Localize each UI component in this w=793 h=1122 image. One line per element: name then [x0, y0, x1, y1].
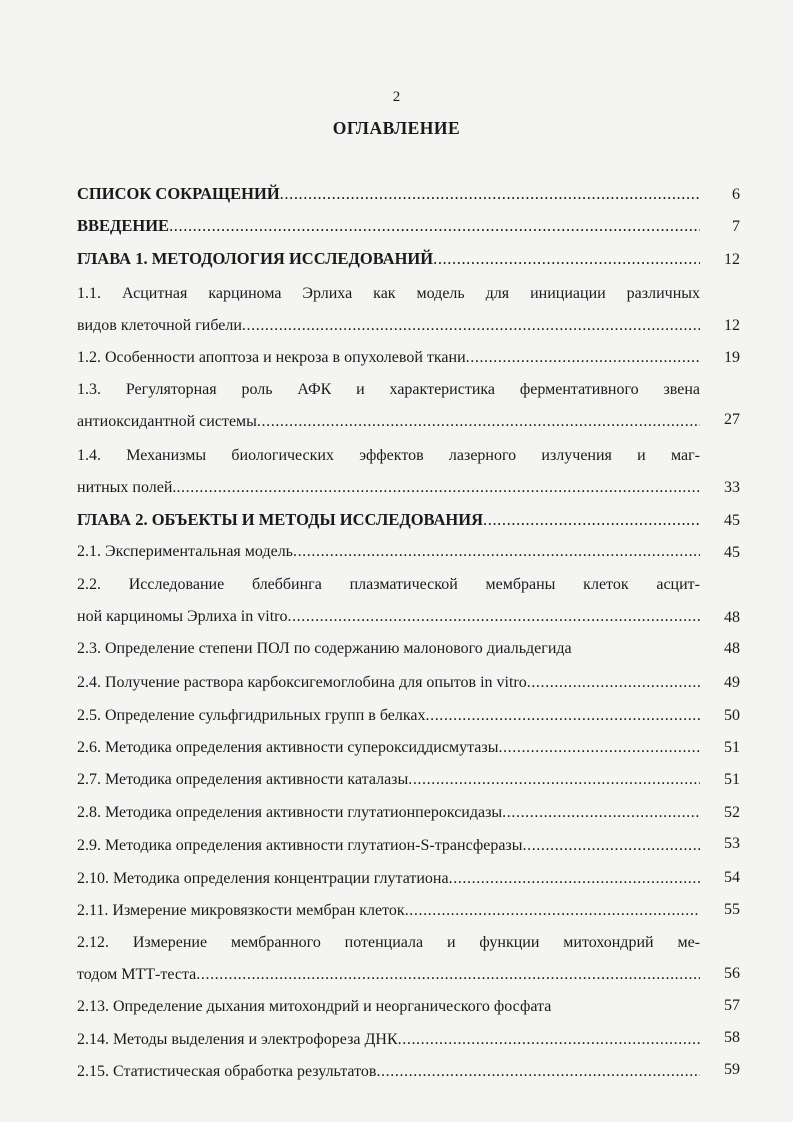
toc-entry-2-15[interactable]: [77, 1062, 700, 1082]
toc-entry-chapter-2[interactable]: [77, 510, 700, 530]
leader-dots: [466, 348, 700, 368]
toc-entry-2-7[interactable]: [77, 770, 700, 790]
page-title: ОГЛАВЛЕНИЕ: [332, 118, 461, 138]
toc-entry-1-1-line2[interactable]: [77, 316, 700, 336]
toc-entry-1-2[interactable]: [77, 348, 700, 368]
toc-entry-1-4-line2[interactable]: [77, 478, 700, 498]
toc-page-number: 45: [724, 512, 740, 529]
toc-entry-2-4[interactable]: [77, 673, 700, 693]
toc-page-number: 48: [724, 640, 740, 657]
toc-entry-text: нитных полей.: [77, 479, 177, 496]
toc-entry-2-5[interactable]: [77, 706, 700, 726]
toc-page-number: 53: [724, 835, 740, 852]
leader-dots: [433, 249, 700, 269]
toc-entry-2-14[interactable]: [77, 1030, 700, 1050]
toc-entry-text: 2.15. Статистическая обработка результатов: [77, 1063, 377, 1080]
toc-page-number: 51: [724, 739, 740, 756]
toc-entry-text: 1.4. Механизмы биологических эффектов лазерного излучения и маг-: [77, 447, 700, 464]
toc-page-number: 49: [724, 674, 740, 691]
toc-entry-2-10[interactable]: [77, 869, 700, 889]
toc-page-number: 7: [732, 218, 740, 235]
toc-entry-1-3-line2[interactable]: [77, 412, 700, 432]
toc-entry-text: ГЛАВА 2. ОБЪЕКТЫ И МЕТОДЫ ИССЛЕДОВАНИЯ: [77, 510, 483, 529]
toc-entry-text: 2.2. Исследование блеббинга плазматической мембраны клеток асцит-: [77, 576, 700, 593]
leader-dots: [449, 869, 700, 889]
toc-page-number: 51: [724, 771, 740, 788]
leader-dots: [287, 607, 700, 627]
toc-page-number: 6: [732, 186, 740, 203]
leader-dots: [405, 901, 700, 921]
toc-page-number: 56: [724, 965, 740, 982]
toc-entry-text: антиоксидантной системы: [77, 413, 257, 430]
toc-page-number: 52: [724, 804, 740, 821]
toc-page-number: 27: [724, 411, 740, 428]
toc-entry-1-4-line1[interactable]: [77, 446, 700, 466]
leader-dots: [498, 738, 700, 758]
leader-dots: [176, 478, 700, 498]
toc-entry-text: 1.3. Регуляторная роль АФК и характеристика ферментативного звена: [77, 381, 700, 398]
toc-entry-chapter-1[interactable]: [77, 249, 700, 269]
toc-entry-text: видов клеточной гибели: [77, 317, 242, 334]
toc-entry-text: 2.9. Методика определения активности глутатион-S-трансферазы: [77, 837, 523, 854]
toc-entry-2-11[interactable]: [77, 901, 700, 921]
toc-entry-2-3[interactable]: [77, 639, 700, 659]
toc-entry-abbreviations[interactable]: [77, 184, 700, 204]
toc-entry-2-1[interactable]: [77, 542, 700, 562]
toc-entry-2-12-line2[interactable]: [77, 965, 700, 985]
toc-entry-2-8[interactable]: [77, 803, 700, 823]
toc-page-number: 19: [724, 349, 740, 366]
toc-page-number: 12: [724, 251, 740, 268]
toc-page-number: 50: [724, 707, 740, 724]
toc-entry-2-9[interactable]: [77, 836, 700, 856]
toc-entry-1-1-line1[interactable]: [77, 284, 700, 304]
toc-page-number: 57: [724, 997, 740, 1014]
toc-entry-text: 2.14. Методы выделения и электрофореза ДНК: [77, 1031, 398, 1048]
leader-dots: [169, 216, 700, 236]
page-number: 2: [392, 89, 401, 105]
leader-dots: [527, 673, 700, 693]
toc-entry-2-6[interactable]: [77, 738, 700, 758]
leader-dots: [483, 510, 700, 530]
toc-entry-2-2-line1[interactable]: [77, 575, 700, 595]
leader-dots: [257, 412, 700, 432]
toc-entry-text: 2.7. Методика определения активности каталазы: [77, 771, 409, 788]
leader-dots: [502, 803, 700, 823]
leader-dots: [408, 770, 700, 790]
toc-entry-text: 2.1. Экспериментальная модель: [77, 543, 293, 560]
toc-page-number: 58: [724, 1029, 740, 1046]
leader-dots: [398, 1030, 700, 1050]
toc-page-number: 48: [724, 609, 740, 626]
leader-dots: [426, 706, 701, 726]
toc-entry-text: ВВЕДЕНИЕ: [77, 216, 170, 235]
toc-entry-text: 2.8. Методика определения активности глутатионпероксидазы: [77, 804, 503, 821]
toc-entry-text: 2.12. Измерение мембранного потенциала и функции митохондрий ме-: [77, 934, 700, 951]
leader-dots: [293, 542, 700, 562]
leader-dots: [242, 316, 700, 336]
toc-entry-text: ной карциномы Эрлиха in vitro: [77, 608, 288, 625]
toc-entry-text: 1.2. Особенности апоптоза и некроза в опухолевой ткани: [77, 349, 466, 366]
leader-dots: [376, 1062, 700, 1082]
toc-entry-text: 2.6. Методика определения активности супероксиддисмутазы: [77, 739, 499, 756]
toc-page-number: 33: [724, 479, 740, 496]
leader-dots: [280, 184, 700, 204]
leader-dots: [523, 836, 701, 856]
toc-entry-text: СПИСОК СОКРАЩЕНИЙ: [77, 184, 280, 203]
toc-entry-text: 2.5. Определение сульфгидрильных групп в белках: [77, 707, 426, 724]
toc-entry-text: 1.1. Асцитная карцинома Эрлиха как модель для инициации различных: [77, 285, 700, 302]
toc-entry-introduction[interactable]: [77, 216, 700, 236]
toc-entry-1-3-line1[interactable]: [77, 380, 700, 400]
toc-page-number: 45: [724, 544, 740, 561]
toc-entry-text: 2.11. Измерение микровязкости мембран клеток: [77, 902, 405, 919]
toc-entry-text: 2.10. Методика определения концентрации глутатиона: [77, 870, 449, 887]
toc-entry-text: 2.4. Получение раствора карбоксигемоглобина для опытов in vitro: [77, 674, 527, 691]
toc-page-number: 55: [724, 901, 740, 918]
toc-entry-text: ГЛАВА 1. МЕТОДОЛОГИЯ ИССЛЕДОВАНИЙ: [77, 249, 434, 268]
toc-entry-2-2-line2[interactable]: [77, 607, 700, 627]
toc-page-number: 54: [724, 869, 740, 886]
toc-entry-text: тодом МТТ-теста: [77, 966, 197, 983]
toc-page-number: 59: [724, 1061, 740, 1078]
toc-entry-2-12-line1[interactable]: [77, 933, 700, 953]
toc-entry-text: 2.3. Определение степени ПОЛ по содержанию малонового диальдегида: [77, 640, 572, 657]
toc-page-number: 12: [724, 317, 740, 334]
leader-dots: [196, 965, 700, 985]
toc-entry-text: 2.13. Определение дыхания митохондрий и неорганического фосфата: [77, 998, 552, 1015]
toc-entry-2-13[interactable]: [77, 997, 700, 1017]
